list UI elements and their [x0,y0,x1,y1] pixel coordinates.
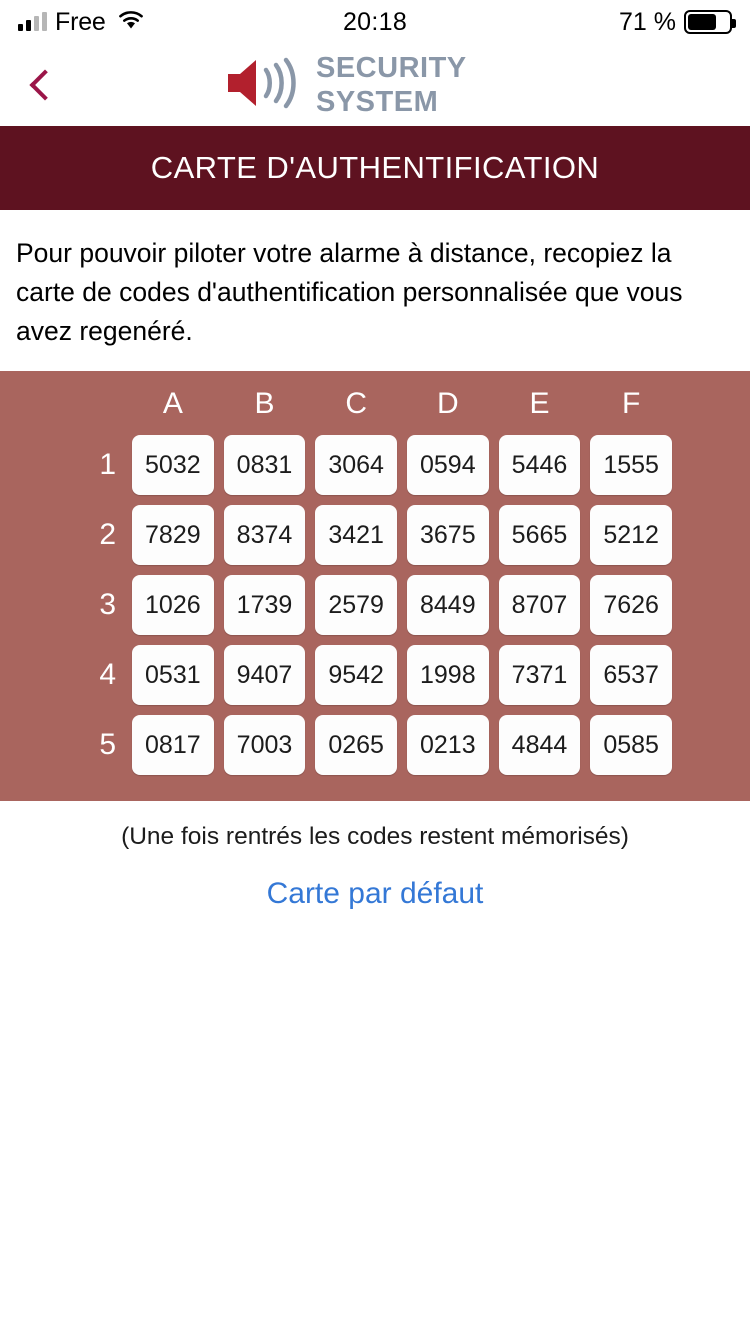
code-cell[interactable]: 8707 [499,575,581,635]
memorized-note: (Une fois rentrés les codes restent mémorisés) [121,823,629,850]
intro-text: Pour pouvoir piloter votre alarme à distance, recopiez la carte de codes d'authentification personnalisée que vous avez regenéré. [16,238,683,346]
battery-icon [684,10,732,34]
footer-section [0,801,750,911]
code-cell[interactable]: 7371 [499,645,581,705]
code-cell[interactable]: 0594 [407,435,489,495]
code-cell[interactable]: 7829 [132,505,214,565]
code-cell[interactable]: 1555 [590,435,672,495]
status-time: 20:18 [342,7,408,36]
row-header-1: 1 [99,448,116,481]
status-bar [0,0,750,44]
code-cell[interactable]: 3421 [315,505,397,565]
row-header-4: 4 [99,658,116,691]
code-cell[interactable]: 5665 [499,505,581,565]
brand-line-1: SECURITY [316,52,467,84]
brand-logo [222,44,467,126]
code-cell[interactable]: 8374 [224,505,306,565]
code-cell[interactable]: 7626 [590,575,672,635]
code-cell[interactable]: 5032 [132,435,214,495]
code-cell[interactable]: 7003 [224,715,306,775]
code-cell[interactable]: 0265 [315,715,397,775]
row-header-3: 3 [99,588,116,621]
code-cell[interactable]: 9407 [224,645,306,705]
code-cell[interactable]: 0817 [132,715,214,775]
code-cell[interactable]: 0831 [224,435,306,495]
code-cell[interactable]: 5446 [499,435,581,495]
chevron-left-icon [29,69,60,100]
intro-section [0,210,750,371]
code-cell[interactable]: 0531 [132,645,214,705]
code-cell[interactable]: 0213 [407,715,489,775]
code-cell[interactable]: 2579 [315,575,397,635]
code-cell[interactable]: 3675 [407,505,489,565]
column-header-b: B [254,387,275,420]
column-header-a: A [162,387,183,420]
default-card-link[interactable]: Carte par défaut [266,877,484,910]
battery-percent-label: 71 % [619,7,676,36]
code-cell[interactable]: 9542 [315,645,397,705]
code-cell[interactable]: 5212 [590,505,672,565]
brand-name [316,51,467,119]
column-header-c: C [345,387,367,420]
page-title: CARTE D'AUTHENTIFICATION [150,150,600,185]
column-header-e: E [529,387,550,420]
code-cell[interactable]: 1998 [407,645,489,705]
code-grid [0,387,750,775]
row-header-2: 2 [99,518,116,551]
code-cell[interactable]: 4844 [499,715,581,775]
app-header [0,44,750,126]
code-cell[interactable]: 6537 [590,645,672,705]
page-title-bar [0,126,750,210]
back-button[interactable] [0,44,90,126]
column-header-f: F [621,387,641,420]
code-cell[interactable]: 3064 [315,435,397,495]
code-cell[interactable]: 0585 [590,715,672,775]
row-header-5: 5 [99,728,116,761]
speaker-sound-icon [222,54,302,117]
code-cell[interactable]: 8449 [407,575,489,635]
carrier-label: Free [55,7,106,36]
code-cell[interactable]: 1026 [132,575,214,635]
column-header-d: D [436,387,459,420]
brand-line-2: SYSTEM [316,86,439,118]
code-cell[interactable]: 1739 [224,575,306,635]
authentication-code-card [0,371,750,801]
